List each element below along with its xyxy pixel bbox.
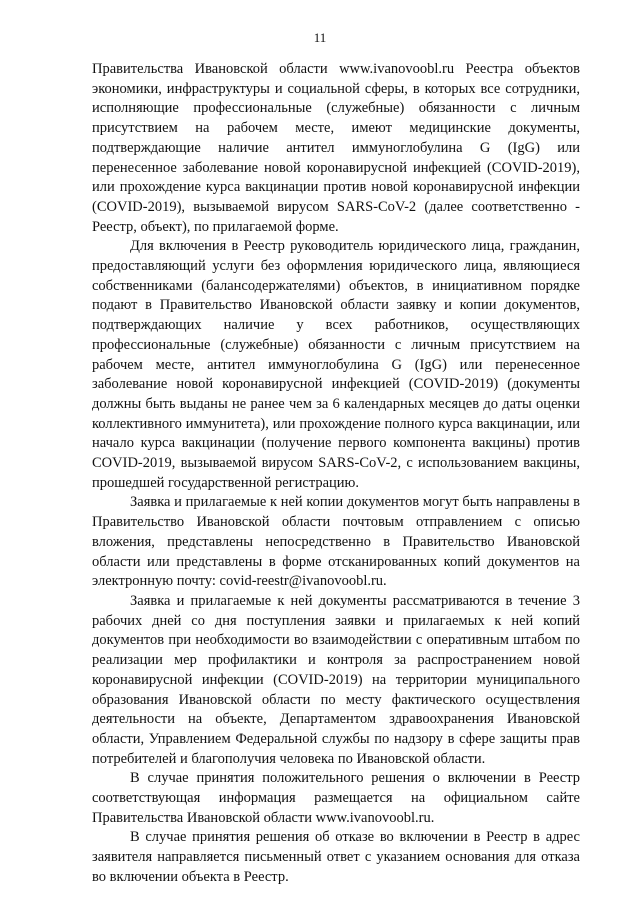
paragraph: Заявка и прилагаемые к ней копии документов могут быть направлены в Правительство Ивановской области почтовым отправлением с описью вложения, представлены непосредственно в Правительство Ивановской области или представлены в форме отсканированных копий документов на электронную почту: covid-reestr@ivanovoobl.ru. <box>92 494 580 590</box>
paragraph: Заявка и прилагаемые к ней документы рассматриваются в течение 3 рабочих дней со дня поступления заявки и прилагаемых к ней копий документов при необходимости во взаимодействии с оперативным штабом по реализации мер профилактики и контроля за распространением новой коронавирусной инфекции (COVID-2019) на территории муниципального образования Ивановской области по месту фактического осуществления деятельности на объекте, Департаментом здравоохранения Ивановской области, Управлением Федеральной службы по надзору в сфере защиты прав потребителей и благополучия человека по Ивановской области. <box>92 592 580 767</box>
paragraph: Правительства Ивановской области www.ivanovoobl.ru Реестра объектов экономики, инфраструктуры и социальной сферы, в которых все сотрудники, исполняющие профессиональные (служебные) обязанности с личным присутствием на рабочем месте, имеют медицинские документы, подтверждающие наличие антител иммуноглобулина G (IgG) или перенесенное заболевание новой коронавирусной инфекцией (COVID-2019), или прохождение курса вакцинации против новой коронавирусной инфекции (COVID-2019), вызываемой вирусом SARS-CoV-2 (далее соответственно - Реестр, объект), по прилагаемой форме. <box>92 61 580 235</box>
paragraph: В случае принятия решения об отказе во включении в Реестр в адрес заявителя направляется письменный ответ с указанием основания для отказа во включении объекта в Реестр. <box>92 829 580 885</box>
page-number: 11 <box>313 30 327 45</box>
paragraph: Для включения в Реестр руководитель юридического лица, гражданин, предоставляющий услуги без оформления юридического лица, являющиеся собственниками (балансодержателями) объектов, в инициативном порядке подают в Правительство Ивановской области заявку и копии документов, подтверждающих наличие у всех работников, осуществляющих профессиональные (служебные) обязанности с личным присутствием на рабочем месте, антител иммуноглобулина G (IgG) или перенесенное заболевание новой коронавирусной инфекцией (COVID-2019) (документы должны быть выданы не ранее чем за 6 календарных месяцев до даты оценки коллективного иммунитета), или прохождение полного курса вакцинации, или начало курса вакцинации (получение первого компонента вакцины) против COVID-2019, вызываемой вирусом SARS-CoV-2, с использованием вакцины, прошедшей государственной регистрацию. <box>92 238 580 491</box>
paragraph: В случае принятия положительного решения о включении в Реестр соответствующая информация размещается на официальном сайте Правительства Ивановской области www.ivanovoobl.ru. <box>92 770 580 826</box>
document-body <box>92 60 580 888</box>
